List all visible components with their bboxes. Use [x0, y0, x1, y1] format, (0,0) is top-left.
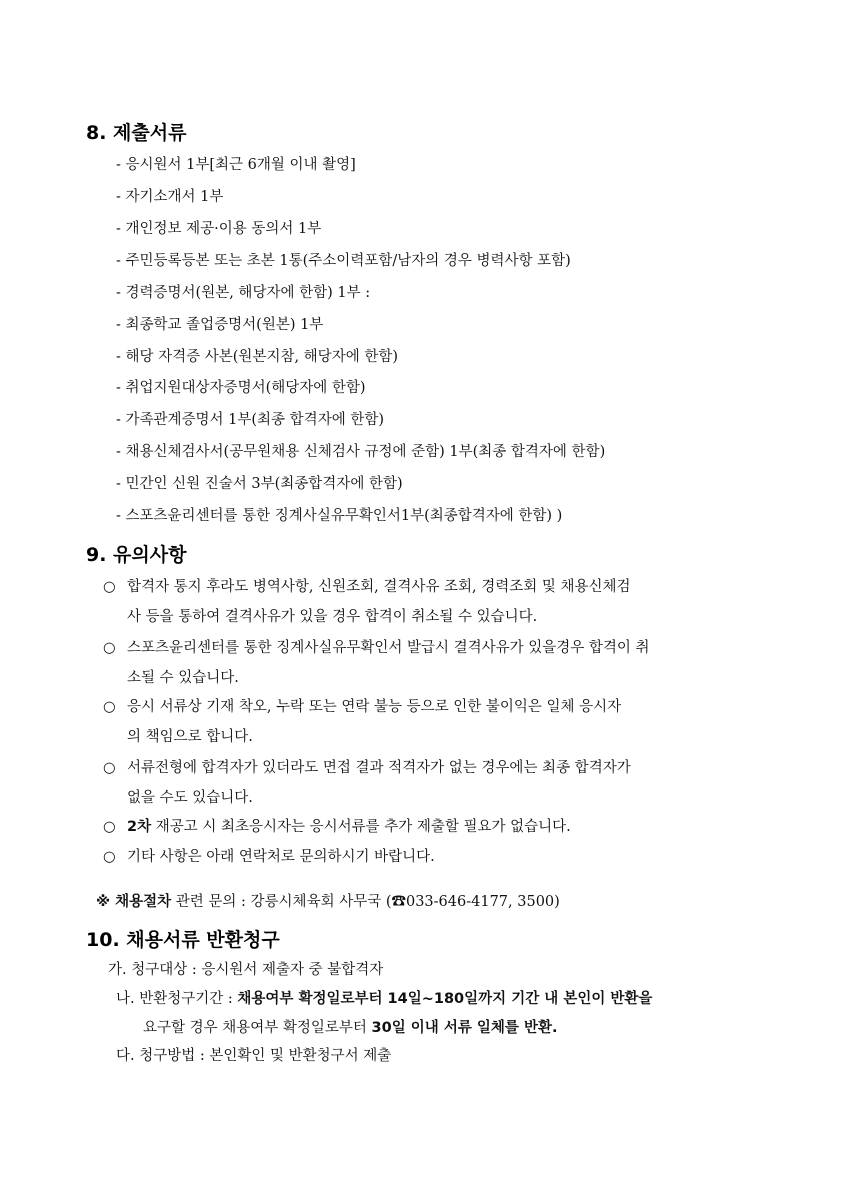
notice-text: 재공고 시 최초응시자는 응시서류를 추가 제출할 필요가 없습니다.: [151, 819, 571, 835]
list-item: 다. 청구방법 : 본인확인 및 반환청구서 제출: [116, 1048, 392, 1064]
section-8-title: 8. 제출서류: [86, 122, 187, 144]
list-item: - 가족관계증명서 1부(최종 합격자에 한함): [116, 412, 384, 428]
list-item: - 스포츠윤리센터를 통한 징계사실유무확인서1부(최종합격자에 한함) ): [116, 508, 563, 524]
notice-item: [103, 633, 779, 693]
list-item-text: 요구할 경우 채용여부 확정일로부터: [143, 1020, 372, 1036]
list-item: - 자기소개서 1부: [116, 189, 224, 205]
contact-line: [96, 890, 560, 911]
notice-text: 응시 서류상 기재 착오, 누락 또는 연락 불능 등으로 인한 불이익은 일체 응시자: [127, 699, 622, 715]
notice-text: 기타 사항은 아래 연락처로 문의하시기 바랍니다.: [127, 849, 435, 865]
notice-item: [103, 842, 779, 872]
list-item: - 채용신체검사서(공무원채용 신체검사 규정에 준함) 1부(최종 합격자에 한함): [116, 444, 606, 460]
notice-item: [103, 812, 779, 842]
notice-text-continued: 소될 수 있습니다.: [127, 670, 239, 686]
circle-bullet-icon: ○: [103, 699, 116, 715]
notice-text: 서류전형에 합격자가 있더라도 면접 결과 적격자가 없는 경우에는 최종 합격자가: [127, 760, 631, 776]
contact-phone: 033-646-4177, 3500): [405, 894, 560, 910]
list-item: - 경력증명서(원본, 해당자에 한함) 1부 :: [116, 285, 371, 301]
notice-text: 스포츠윤리센터를 통한 징계사실유무확인서 발급시 결격사유가 있을경우 합격이 취: [127, 640, 650, 656]
circle-bullet-icon: ○: [103, 579, 116, 595]
phone-icon: ☎: [391, 894, 406, 910]
notice-text-continued: 없을 수도 있습니다.: [127, 790, 253, 806]
reference-mark: ※: [96, 894, 116, 910]
list-item: 가. 청구대상 : 응시원서 제출자 중 불합격자: [108, 962, 384, 978]
notice-text: 합격자 통지 후라도 병역사항, 신원조회, 결격사유 조회, 경력조회 및 채용신체검: [127, 579, 631, 595]
list-item: - 개인정보 제공·이용 동의서 1부: [116, 221, 322, 237]
circle-bullet-icon: ○: [103, 849, 116, 865]
notice-text-continued: 사 등을 통하여 결격사유가 있을 경우 합격이 취소될 수 있습니다.: [127, 609, 538, 625]
list-item: [116, 989, 652, 1009]
notice-text-continued: 의 책임으로 합니다.: [127, 729, 253, 745]
contact-bold-text: 채용절차: [115, 894, 172, 910]
list-item-continued: [143, 1018, 558, 1038]
list-item: - 최종학교 졸업증명서(원본) 1부: [116, 317, 324, 333]
circle-bullet-icon: ○: [103, 760, 116, 776]
section-9-title: 9. 유의사항: [86, 544, 187, 566]
list-item: - 응시원서 1부[최근 6개월 이내 촬영]: [116, 157, 356, 173]
section-10-title: 10. 채용서류 반환청구: [86, 929, 280, 951]
list-item: - 해당 자격증 사본(원본지참, 해당자에 한함): [116, 349, 398, 365]
circle-bullet-icon: ○: [103, 819, 116, 835]
list-item: - 주민등록등본 또는 초본 1통(주소이력포함/남자의 경우 병력사항 포함): [116, 253, 571, 269]
notice-item: [103, 572, 779, 632]
list-item-bold: 30일 이내 서류 일체를 반환.: [371, 1020, 558, 1036]
list-item-label: 나. 반환청구기간 :: [116, 991, 238, 1007]
circle-bullet-icon: ○: [103, 640, 116, 656]
notice-item: [103, 753, 779, 813]
notice-bold-text: 2차: [127, 819, 152, 835]
contact-text: 관련 문의 : 강릉시체육회 사무국 (: [171, 894, 392, 910]
notice-item: [103, 692, 779, 752]
list-item: - 민간인 신원 진술서 3부(최종합격자에 한함): [116, 476, 403, 492]
list-item: - 취업지원대상자증명서(해당자에 한함): [116, 380, 366, 396]
list-item-bold: 채용여부 확정일로부터 14일~180일까지 기간 내 본인이 반환을: [237, 991, 653, 1007]
